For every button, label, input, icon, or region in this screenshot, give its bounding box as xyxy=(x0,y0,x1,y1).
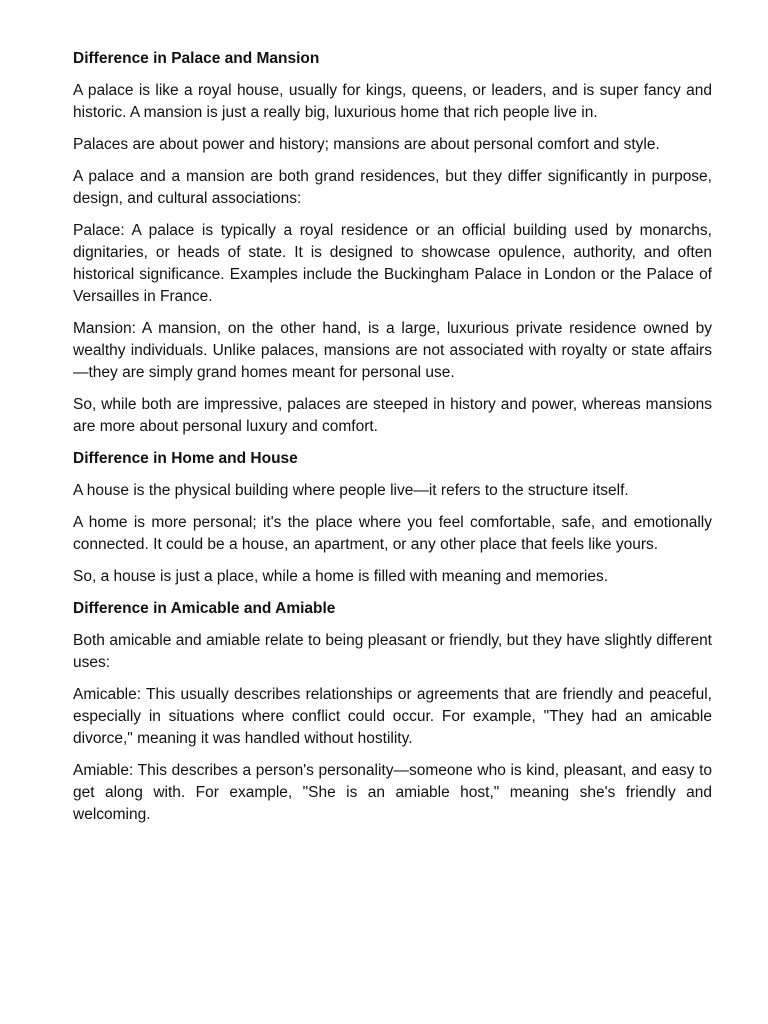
paragraph: A house is the physical building where people live—it refers to the structure itself. xyxy=(73,482,629,499)
paragraph: Amiable: This describes a person's personality—someone who is kind, pleasant, and easy to get along with. For example, "She is an amiable host," meaning she's friendly and welcoming. xyxy=(73,762,712,823)
paragraph: A home is more personal; it's the place where you feel comfortable, safe, and emotionally connected. It could be a house, an apartment, or any other place that feels like yours. xyxy=(73,514,712,553)
paragraph: Palace: A palace is typically a royal residence or an official building used by monarchs, dignitaries, or heads of state. It is designed to showcase opulence, authority, and often historical significance. Examples include the Buckingham Palace in London or the Palace of Versailles in France. xyxy=(73,222,712,305)
paragraph: Mansion: A mansion, on the other hand, is a large, luxurious private residence owned by wealthy individuals. Unlike palaces, mansions are not associated with royalty or state affairs—they are simply grand homes meant for personal use. xyxy=(73,320,712,381)
document-page xyxy=(73,48,712,836)
section-heading: Difference in Home and House xyxy=(73,450,298,467)
paragraph: Palaces are about power and history; mansions are about personal comfort and style. xyxy=(73,136,660,153)
paragraph: So, a house is just a place, while a home is filled with meaning and memories. xyxy=(73,568,609,585)
section-heading: Difference in Amicable and Amiable xyxy=(73,600,336,617)
section-home-house xyxy=(73,448,712,588)
paragraph: A palace and a mansion are both grand residences, but they differ significantly in purpose, design, and cultural associations: xyxy=(73,168,712,207)
paragraph: So, while both are impressive, palaces are steeped in history and power, whereas mansions are more about personal luxury and comfort. xyxy=(73,396,712,435)
section-amicable-amiable xyxy=(73,598,712,826)
section-heading: Difference in Palace and Mansion xyxy=(73,50,320,67)
paragraph: A palace is like a royal house, usually for kings, queens, or leaders, and is super fancy and historic. A mansion is just a really big, luxurious home that rich people live in. xyxy=(73,82,712,121)
section-palace-mansion xyxy=(73,48,712,438)
paragraph: Amicable: This usually describes relationships or agreements that are friendly and peaceful, especially in situations where conflict could occur. For example, "They had an amicable divorce," meaning it was handled without hostility. xyxy=(73,686,712,747)
paragraph: Both amicable and amiable relate to being pleasant or friendly, but they have slightly different uses: xyxy=(73,632,712,671)
